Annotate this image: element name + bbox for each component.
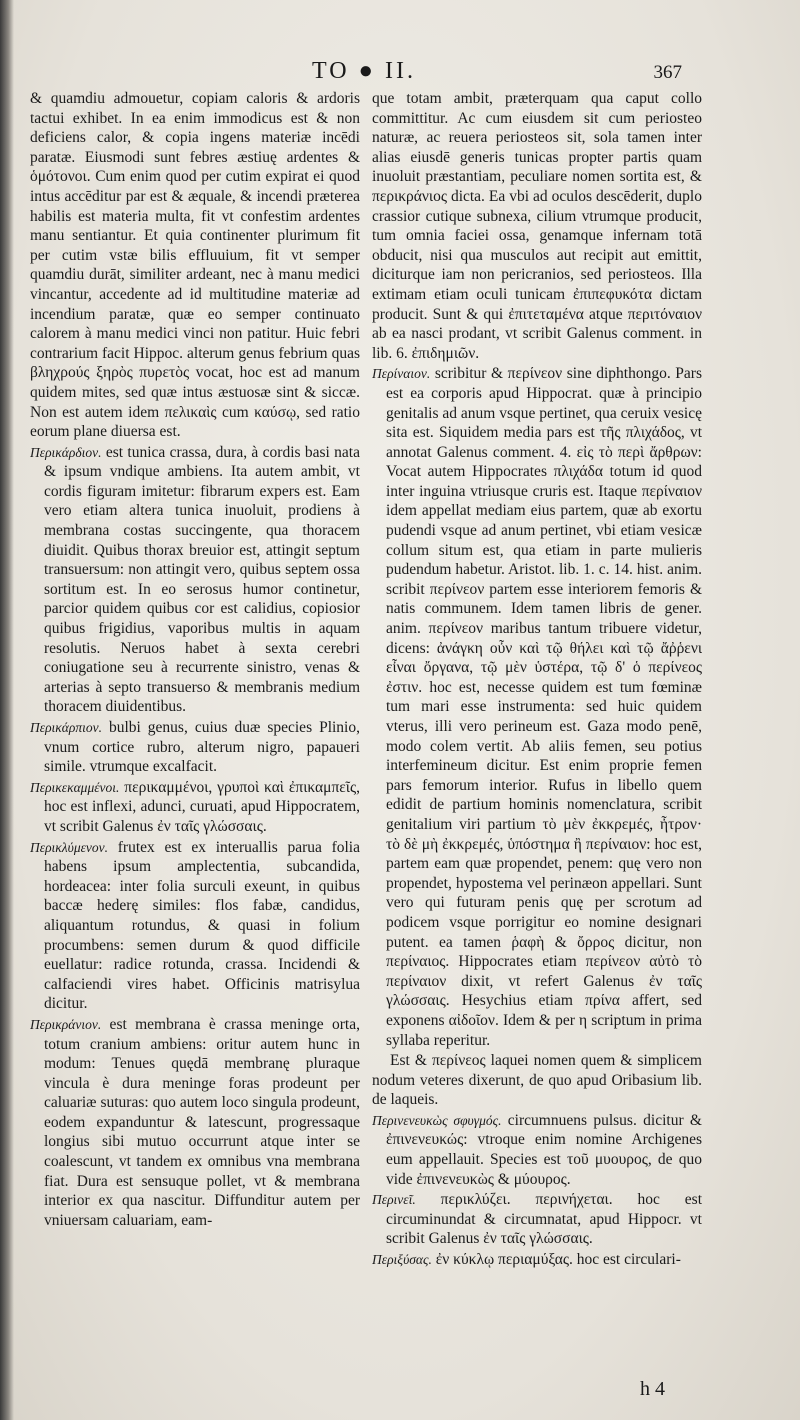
entry-text: περικαμμένοι, γρυποὶ καὶ ἐπικαμπεῖς, hoc est inflexi, adunci, curuati, apud Hippocratem, vt scribit Galenus ἐν ταῖς γλώσσαις. [44, 778, 360, 835]
dictionary-entry [372, 1111, 702, 1189]
continued-text: & quamdiu admouetur, copiam caloris & ardoris tactui exhibet. In ea enim immodicus est & non deficiens calor, & copia ingens materiæ incēdi paratæ. Eiusmodi sunt febres æstiuę ardentes & ὁμότονοι. Cum enim quod per cutim expirat ei quod intus accēditur par est & æquale, & incendi præterea habilis est materia multa, fit vt confestim ardentes manu sentiantur. Et quia continenter plurimum fit per cutim vstæ bilis effluuium, fit vt semper quamdiu durāt, similiter ardeant, nec à manu medici vincantur, accedente ad id multitudine materiæ ad incendium paratæ, quæ eo semper continuato calorem à manu medici vinci non patitur. Huic febri contrarium facit Hippoc. alterum genus febrium quas βληχρούς ξηρὸς πυρετὸς vocat, hoc est ad manum quidem mites, sed quæ intus æstuosæ sint & siccæ. Non est autem idem πελικαὶς cum καύσῳ, sed ratio eorum plane diuersa est. [30, 90, 360, 441]
dictionary-entry [30, 718, 360, 777]
entry-headword: Περινεῖ. [372, 1192, 416, 1208]
entry-headword: Περικεκαμμένοι. [30, 779, 120, 795]
dictionary-entry [30, 443, 360, 717]
entry-headword: Περιξύσας. [372, 1252, 432, 1268]
dictionary-entry [372, 364, 702, 1050]
indented-paragraph: Est & περίνεος laquei nomen quem & simplicem nodum veteres dixerunt, de quo apud Oribasium lib. de laqueis. [372, 1052, 702, 1109]
dictionary-entry [30, 838, 360, 1014]
dictionary-entry [372, 1190, 702, 1249]
entry-headword: Περινενευκὼς σφυγμός. [372, 1112, 502, 1128]
dictionary-entry [30, 1015, 360, 1231]
entry-text: est membrana è crassa meninge orta, totum cranium ambiens: oritur autem hunc in modum: Tenues quędā membranę pluraque vincula è dura meninge foras prodeunt per caluariæ suturas: quo autem loco singula prodeunt, eodem expanduntur & latescunt, progressaque longius sibi mutuo occurrunt atque inter se coalescunt, vt tandem ex omnibus vna membrana fiat. Dura est sensuque pollet, vt & membrana interior ex qua nascitur. Diffunditur autem per vniuersam caluariam, eam- [44, 1015, 360, 1229]
right-column [372, 89, 702, 1389]
entry-text: circumnuens pulsus. dicitur & ἐπινενευκώς: vtroque enim nomine Archigenes eum appellauit. Species est τοῦ μυουρος, de quo vide ἐπινενευκὼς & μύουρος. [386, 1111, 702, 1188]
entry-text: est tunica crassa, dura, à cordis basi nata & ipsum vndique ambiens. Ita autem ambit, vt cordis figuram imitetur: fibrarum expers est. Eam vero etiam altera tunica inuoluit, prodiens à membrana costas succingente, qua thoracem diuidit. Quibus thorax breuior est, attingit septum transuersum: non attingit vero, quibus septem ossa sortitum est. In eo serosus humor continetur, parcior quidem quibus cor est calidius, copiosior quibus frigidius, vaporibus multis in aquam resolutis. Neruos habet à sexta cerebri coniugatione seu à recurrente sinistro, venas & arterias à septo transuerso & membranis medium thoracem diuidentibus. [44, 443, 360, 716]
entry-text: bulbi genus, cuius duæ species Plinio, vnum cortice rubro, alterum nigro, papaueri simile. vtrumque excalfacit. [44, 719, 360, 776]
entry-headword: Περικράνιον. [30, 1016, 102, 1032]
entry-text: ἐν κύκλῳ περιαμύξας. hoc est circulari- [431, 1251, 681, 1269]
entry-headword: Περικλύμενον. [30, 839, 109, 855]
left-column [30, 89, 360, 1399]
running-title: TO ● II. [312, 58, 417, 84]
dictionary-entry [372, 1250, 702, 1270]
entry-text: περικλύζει. περινήχεται. hoc est circuminundat & circumnatat, apud Hippocr. vt scribit Galenus ἐν ταῖς γλώσσαις. [386, 1191, 702, 1248]
entry-headword: Περικάρδιον. [30, 444, 102, 460]
entry-headword: Περικάρπιον. [30, 720, 102, 735]
entry-headword: Περίναιον. [372, 366, 431, 382]
continued-text: que totam ambit, præterquam qua caput collo committitur. Ac cum eiusdem sit cum periosteo naturæ, ac reuera periosteos sit, sola tamen inter alias eiusdē generis tunicas propter partis quam inuoluit præstantiam, peculiare nomen sortita est, & περικράνιος dicta. Ea vbi ad oculos descēderit, duplo crassior cutique subnexa, cilium vtrumque producit, tum omnia faciei ossa, genamque infernam totā obducit, nisi qua musculos aut recipit aut emittit, diciturque iam non pericranios, sed periosteos. Illa extimam etiam oculi tunicam ἐπιπεφυκότα dictam producit. Sunt & qui ἐπιτεταμένα atque περιτόναιον ab ea nasci prodant, vt scribit Galenus comment. in lib. 6. ἐπιδημιῶν. [372, 90, 702, 362]
running-header [0, 58, 800, 88]
dictionary-entry [30, 778, 360, 837]
binding-shadow [0, 0, 14, 1420]
page-number: 367 [653, 62, 682, 83]
entry-text: scribitur & περίνεον sine diphthongo. Pars est ea corporis apud Hippocrat. quæ à principio genitalis ad anum vsque pertinet, qua ceruix vesicę sita est. Siquidem media pars est τῆς πλιχάδος, vt annotat Galenus comment. 4. εἰς τὸ περὶ ἄρθρων: Vocat autem Hippocrates πλιχάδα totum id quod inter inguina vtriusque cruris est. Itaque περίναιον idem appellat mediam eius partem, quæ ab exortu pudendi vsque ad anum pertinet, vbi etiam vesicæ collum situm est, qua etiam in parte mulieris pudendum habetur. Aristot. lib. 1. c. 14. hist. anim. scribit περίνεον partem esse interiorem femoris & natis communem. Idem tamen libris de gener. anim. περίνεον maribus tantum tribuere videtur, dicens: ἀνάγκη οὖν καὶ τῷ θήλει καὶ τῷ ἄῤῥενι εἶναι ὄργανα, τῷ μὲν ὑστέρα, τῷ δ' ὁ περίνεος ἐστιν. hoc est, necesse quidem est tum fœminæ tum mari esse instrumenta: sed huic quidem vterus, illi vero perineum est. Gaza modo penē, modo colem vertit. Ab aliis femen, seu potius interfemineum dicitur. Est enim proprie femen pars femorum interior. Rufus in libello quem edidit de partium hominis nomenclatura, scribit genitalium viri partium τὸ μὲν ἐκκρεμές, ἦτρον· τὸ δὲ μὴ ἐκκρεμές, ὑπόστημα ἢ περίναιον: hoc est, partem eam quæ propendet, penem: quę vero non propendet, hypostema vel perinæon appellari. Sunt vero qui futuram penis quę per scrotum ad podicem vsque porrigitur eo nomine designari putent. ea tamen ῥαφὴ & ὄρρος dicitur, non περίναιος. Hippocrates etiam περίνεον αὐτὸ τὸ περίναιον dixit, vt refert Galenus ἐν ταῖς γλώσσαις. Hesychius etiam πρίνα affert, sed exponens αἰδοῖον. Idem & per η scriptum in prima syllaba reperitur. [386, 365, 702, 1049]
entry-text: frutex est ex interuallis parua folia habens ipsum amplectentia, subcandida, hordeacea: inter folia surculi exeunt, in quibus baccæ hederę similes: flos fabæ, candidus, aliquantum rotundus, & quasi in folium procumbens: semen durum & quod difficile euellatur: radice rotunda, crassa. Incidendi & calfaciendi vires habet. Officinis matrisylua dicitur. [44, 838, 360, 1013]
signature-mark: h 4 [640, 1378, 665, 1400]
